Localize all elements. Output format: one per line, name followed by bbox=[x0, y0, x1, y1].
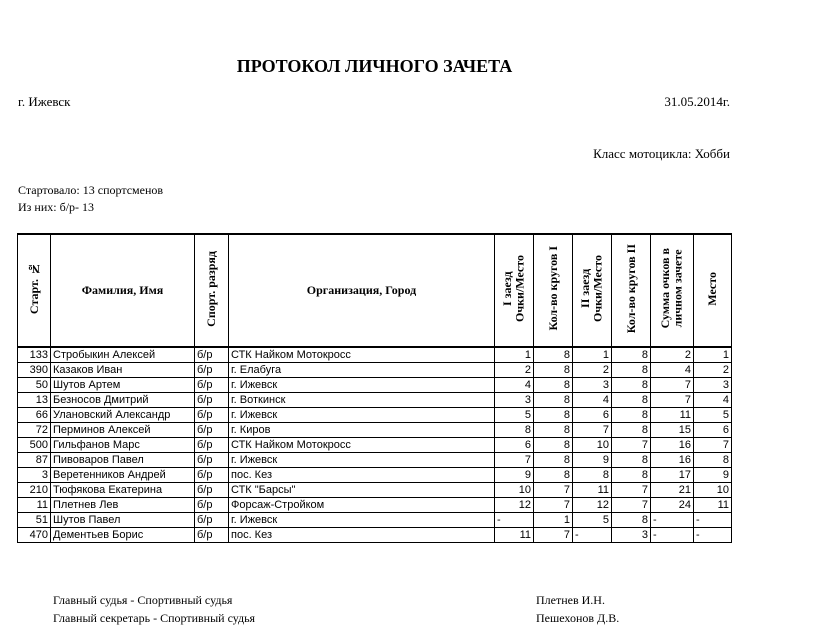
table-row bbox=[18, 498, 732, 513]
cell-sum: 11 bbox=[651, 408, 694, 423]
header-race1: I заезд Очки/Место bbox=[495, 234, 534, 347]
header-row bbox=[18, 234, 732, 347]
cell-laps2: 8 bbox=[612, 513, 651, 528]
cell-laps2: 3 bbox=[612, 528, 651, 543]
cell-org: г. Елабуга bbox=[229, 363, 495, 378]
cell-name: Стробыкин Алексей bbox=[51, 347, 195, 363]
cell-org: г. Киров bbox=[229, 423, 495, 438]
cell-name: Казаков Иван bbox=[51, 363, 195, 378]
cell-name: Плетнев Лев bbox=[51, 498, 195, 513]
cell-race1: 7 bbox=[495, 453, 534, 468]
cell-sum: 7 bbox=[651, 393, 694, 408]
chief-judge-name: Плетнев И.Н. bbox=[536, 593, 605, 607]
cell-rank: б/р bbox=[195, 498, 229, 513]
header-name: Фамилия, Имя bbox=[51, 234, 195, 347]
cell-race2: 11 bbox=[573, 483, 612, 498]
cell-start-no: 51 bbox=[18, 513, 51, 528]
cell-place: 11 bbox=[694, 498, 732, 513]
cell-race1: 12 bbox=[495, 498, 534, 513]
cell-race2: 10 bbox=[573, 438, 612, 453]
cell-laps2: 7 bbox=[612, 438, 651, 453]
cell-org: г. Ижевск bbox=[229, 408, 495, 423]
table-row bbox=[18, 408, 732, 423]
cell-place: 3 bbox=[694, 378, 732, 393]
cell-sum: 16 bbox=[651, 453, 694, 468]
cell-rank: б/р bbox=[195, 347, 229, 363]
cell-sum: 24 bbox=[651, 498, 694, 513]
cell-rank: б/р bbox=[195, 393, 229, 408]
cell-race2: 12 bbox=[573, 498, 612, 513]
cell-race2: 8 bbox=[573, 468, 612, 483]
cell-name: Шутов Павел bbox=[51, 513, 195, 528]
cell-sum: - bbox=[651, 528, 694, 543]
cell-start-no: 87 bbox=[18, 453, 51, 468]
cell-race1: 9 bbox=[495, 468, 534, 483]
cell-race1: 4 bbox=[495, 378, 534, 393]
cell-race2: 9 bbox=[573, 453, 612, 468]
cell-laps1: 8 bbox=[534, 408, 573, 423]
cell-start-no: 13 bbox=[18, 393, 51, 408]
cell-rank: б/р bbox=[195, 528, 229, 543]
document-title: ПРОТОКОЛ ЛИЧНОГО ЗАЧЕТА bbox=[236, 56, 513, 76]
cell-race1: 1 bbox=[495, 347, 534, 363]
cell-laps1: 8 bbox=[534, 347, 573, 363]
cell-laps2: 8 bbox=[612, 378, 651, 393]
header-start-no: Старт. № bbox=[18, 234, 51, 347]
table-row bbox=[18, 438, 732, 453]
cell-place: 8 bbox=[694, 453, 732, 468]
cell-rank: б/р bbox=[195, 513, 229, 528]
cell-rank: б/р bbox=[195, 483, 229, 498]
cell-org: Форсаж-Стройком bbox=[229, 498, 495, 513]
cell-name: Шутов Артем bbox=[51, 378, 195, 393]
cell-laps1: 8 bbox=[534, 438, 573, 453]
cell-race1: 6 bbox=[495, 438, 534, 453]
cell-laps1: 8 bbox=[534, 363, 573, 378]
cell-start-no: 50 bbox=[18, 378, 51, 393]
cell-start-no: 470 bbox=[18, 528, 51, 543]
cell-laps2: 8 bbox=[612, 423, 651, 438]
cell-place: - bbox=[694, 528, 732, 543]
cell-org: СТК "Барсы" bbox=[229, 483, 495, 498]
cell-name: Безносов Дмитрий bbox=[51, 393, 195, 408]
cell-sum: 4 bbox=[651, 363, 694, 378]
table-row bbox=[18, 468, 732, 483]
cell-race2: 7 bbox=[573, 423, 612, 438]
cell-rank: б/р bbox=[195, 378, 229, 393]
cell-sum: 15 bbox=[651, 423, 694, 438]
cell-org: СТК Найком Мотокросс bbox=[229, 438, 495, 453]
city-label: г. Ижевск bbox=[18, 94, 71, 109]
table-row bbox=[18, 378, 732, 393]
cell-laps1: 8 bbox=[534, 468, 573, 483]
cell-org: СТК Найком Мотокросс bbox=[229, 347, 495, 363]
cell-laps1: 7 bbox=[534, 528, 573, 543]
cell-start-no: 66 bbox=[18, 408, 51, 423]
cell-rank: б/р bbox=[195, 423, 229, 438]
cell-race1: 5 bbox=[495, 408, 534, 423]
cell-race2: 1 bbox=[573, 347, 612, 363]
header-laps1: Кол-во кругов I bbox=[534, 234, 573, 347]
cell-start-no: 500 bbox=[18, 438, 51, 453]
chief-secretary-title: Главный секретарь - Спортивный судья bbox=[53, 611, 256, 625]
header-laps2: Кол-во кругов II bbox=[612, 234, 651, 347]
results-table bbox=[17, 233, 732, 543]
cell-race1: 3 bbox=[495, 393, 534, 408]
cell-race1: 8 bbox=[495, 423, 534, 438]
cell-sum: 17 bbox=[651, 468, 694, 483]
cell-laps2: 8 bbox=[612, 363, 651, 378]
table-row bbox=[18, 363, 732, 378]
cell-laps1: 1 bbox=[534, 513, 573, 528]
cell-sum: 16 bbox=[651, 438, 694, 453]
cell-name: Дементьев Борис bbox=[51, 528, 195, 543]
cell-rank: б/р bbox=[195, 468, 229, 483]
cell-laps1: 8 bbox=[534, 423, 573, 438]
cell-sum: - bbox=[651, 513, 694, 528]
cell-laps2: 8 bbox=[612, 393, 651, 408]
cell-name: Веретенников Андрей bbox=[51, 468, 195, 483]
cell-laps2: 8 bbox=[612, 453, 651, 468]
started-count: Стартовало: 13 спортсменов bbox=[18, 183, 164, 197]
header-race2: II заезд Очки/Место bbox=[573, 234, 612, 347]
cell-laps2: 8 bbox=[612, 347, 651, 363]
cell-name: Пивоваров Павел bbox=[51, 453, 195, 468]
cell-laps1: 7 bbox=[534, 483, 573, 498]
cell-start-no: 11 bbox=[18, 498, 51, 513]
header-sum: Сумма очков в личном зачете bbox=[651, 234, 694, 347]
cell-org: пос. Кез bbox=[229, 528, 495, 543]
table-row bbox=[18, 513, 732, 528]
date-label: 31.05.2014г. bbox=[664, 94, 730, 109]
cell-org: г. Воткинск bbox=[229, 393, 495, 408]
table-row bbox=[18, 528, 732, 543]
cell-name: Перминов Алексей bbox=[51, 423, 195, 438]
chief-secretary-name: Пешехонов Д.В. bbox=[536, 611, 620, 625]
cell-place: 9 bbox=[694, 468, 732, 483]
chief-judge-title: Главный судья - Спортивный судья bbox=[53, 593, 233, 607]
cell-org: г. Ижевск bbox=[229, 378, 495, 393]
cell-start-no: 72 bbox=[18, 423, 51, 438]
cell-start-no: 133 bbox=[18, 347, 51, 363]
cell-name: Улановский Александр bbox=[51, 408, 195, 423]
header-org: Организация, Город bbox=[229, 234, 495, 347]
cell-start-no: 210 bbox=[18, 483, 51, 498]
cell-rank: б/р bbox=[195, 438, 229, 453]
cell-place: 7 bbox=[694, 438, 732, 453]
cell-rank: б/р bbox=[195, 363, 229, 378]
table-row bbox=[18, 393, 732, 408]
cell-sum: 2 bbox=[651, 347, 694, 363]
cell-laps1: 8 bbox=[534, 453, 573, 468]
table-row bbox=[18, 483, 732, 498]
cell-race2: - bbox=[573, 528, 612, 543]
cell-laps2: 7 bbox=[612, 483, 651, 498]
cell-place: 6 bbox=[694, 423, 732, 438]
cell-sum: 21 bbox=[651, 483, 694, 498]
cell-name: Тюфякова Екатерина bbox=[51, 483, 195, 498]
cell-race1: 2 bbox=[495, 363, 534, 378]
cell-start-no: 3 bbox=[18, 468, 51, 483]
cell-start-no: 390 bbox=[18, 363, 51, 378]
cell-laps2: 8 bbox=[612, 468, 651, 483]
cell-rank: б/р bbox=[195, 453, 229, 468]
cell-race1: 11 bbox=[495, 528, 534, 543]
cell-race2: 5 bbox=[573, 513, 612, 528]
rank-count: Из них: б/р- 13 bbox=[18, 200, 95, 214]
header-place: Место bbox=[694, 234, 732, 347]
table-row bbox=[18, 347, 732, 363]
cell-org: пос. Кез bbox=[229, 468, 495, 483]
cell-race2: 6 bbox=[573, 408, 612, 423]
table-row bbox=[18, 453, 732, 468]
cell-laps1: 8 bbox=[534, 378, 573, 393]
cell-org: г. Ижевск bbox=[229, 513, 495, 528]
cell-place: 5 bbox=[694, 408, 732, 423]
cell-laps2: 7 bbox=[612, 498, 651, 513]
header-rank: Спорт. разряд bbox=[195, 234, 229, 347]
cell-race2: 2 bbox=[573, 363, 612, 378]
cell-sum: 7 bbox=[651, 378, 694, 393]
cell-rank: б/р bbox=[195, 408, 229, 423]
cell-org: г. Ижевск bbox=[229, 453, 495, 468]
moto-class-label: Класс мотоцикла: Хобби bbox=[593, 146, 730, 161]
cell-laps1: 8 bbox=[534, 393, 573, 408]
cell-place: 2 bbox=[694, 363, 732, 378]
cell-place: 10 bbox=[694, 483, 732, 498]
cell-race1: - bbox=[495, 513, 534, 528]
cell-laps2: 8 bbox=[612, 408, 651, 423]
table-row bbox=[18, 423, 732, 438]
cell-race1: 10 bbox=[495, 483, 534, 498]
cell-race2: 4 bbox=[573, 393, 612, 408]
cell-place: - bbox=[694, 513, 732, 528]
cell-laps1: 7 bbox=[534, 498, 573, 513]
cell-place: 4 bbox=[694, 393, 732, 408]
cell-race2: 3 bbox=[573, 378, 612, 393]
cell-place: 1 bbox=[694, 347, 732, 363]
cell-name: Гильфанов Марс bbox=[51, 438, 195, 453]
